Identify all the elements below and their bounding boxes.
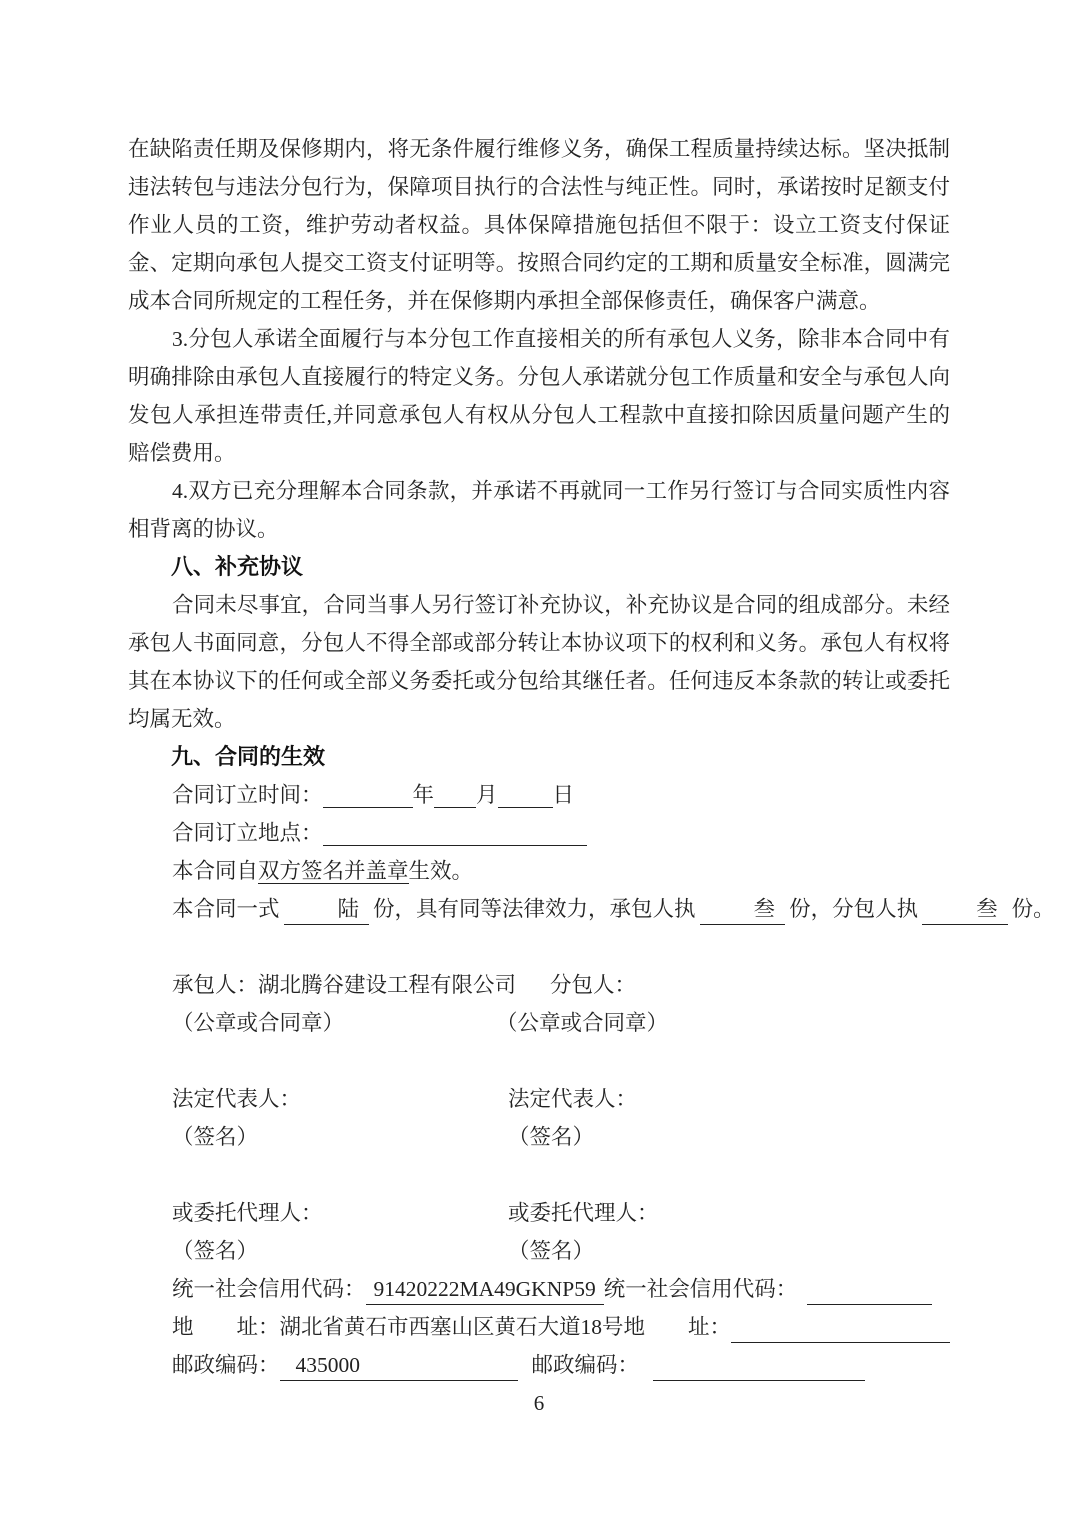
contractor-credit-code-field: 91420222MA49GKNP59: [366, 1275, 604, 1305]
subcontractor-credit-code-field: [807, 1278, 932, 1305]
subcontractor-copies-field: 叁: [922, 895, 1008, 925]
agent-sign-note-line: [128, 1232, 950, 1270]
day-suffix: 日: [552, 783, 575, 807]
subcontractor-postcode-field: [653, 1354, 865, 1381]
contractor-party: [172, 973, 516, 997]
subcontractor-seal-note: （公章或合同章）: [496, 1011, 669, 1035]
effective-clause-line: [128, 852, 950, 890]
subcontractor-credit-code-label: 统一社会信用代码：: [603, 1277, 798, 1301]
contract-day-blank-field: [498, 781, 553, 808]
legal-rep-sign-note-line: [128, 1118, 950, 1156]
contractor-copies-field: 叁: [700, 895, 786, 925]
contractor-sign-note: （签名）: [172, 1125, 259, 1149]
credit-code-line: [128, 1270, 950, 1308]
legal-rep-line: [128, 1080, 950, 1118]
contractor-address-label: 地 址：: [172, 1315, 280, 1339]
contractor-postcode-label: 邮政编码：: [172, 1353, 280, 1377]
spacer: [128, 928, 950, 966]
subcontractor-agent-label: 或委托代理人：: [508, 1201, 659, 1225]
section-9-heading: 九、合同的生效: [171, 744, 326, 769]
contractor-agent-sign-note: （签名）: [172, 1239, 259, 1263]
subcontractor-sign-note: （签名）: [508, 1125, 595, 1149]
contract-place-blank-field: [323, 819, 587, 846]
subcontractor-address-field: [731, 1316, 950, 1343]
address-line: [128, 1308, 950, 1346]
month-suffix: 月: [476, 783, 498, 807]
contractor-postcode-field: 435000: [280, 1351, 518, 1381]
effective-prefix: 本合同自: [172, 859, 259, 883]
subcontractor-address-label: 地 址：: [623, 1315, 732, 1339]
copies-mid2: 份，分包人执: [789, 897, 919, 921]
seal-note-line: [128, 1004, 950, 1042]
contractor-company-name: 湖北腾谷建设工程有限公司: [258, 973, 517, 997]
subcontractor-postcode-label: 邮政编码：: [531, 1353, 640, 1377]
contractor-address-value: 湖北省黄石市西塞山区黄石大道18号: [279, 1315, 624, 1339]
section-8-heading: 八、补充协议: [171, 554, 304, 579]
agent-line: [128, 1194, 950, 1232]
contract-year-blank-field: [323, 781, 413, 808]
year-suffix: 年: [412, 783, 435, 807]
contractor-agent-label: 或委托代理人：: [172, 1201, 323, 1225]
contract-place-line: [128, 814, 950, 852]
warranty-continuation-paragraph: 在缺陷责任期及保修期内，将无条件履行维修义务，确保工程质量持续达标。坚决抵制违法转包与违法分包行为，保障项目执行的合法性与纯正性。同时，承诺按时足额支付作业人员的工资，维护劳动者权益。具体保障措施包括但不限于：设立工资支付保证金、定期向承包人提交工资支付证明等。按照合同约定的工期和质量安全标准，圆满完成本合同所规定的工程任务，并在保修期内承担全部保修责任，确保客户满意。: [128, 137, 950, 313]
contract-month-blank-field: [434, 781, 476, 808]
section-8-paragraph: 合同未尽事宜，合同当事人另行签订补充协议，补充协议是合同的组成部分。未经承包人书面同意，分包人不得全部或部分转让本协议项下的权利和义务。承包人有权将其在本协议下的任何或全部义务委托或分包给其继任者。任何违反本条款的转让或委托均属无效。: [128, 593, 950, 731]
subcontractor-label: 分包人：: [550, 973, 637, 997]
contract-date-line: [128, 776, 950, 814]
copies-suffix: 份。: [1011, 897, 1055, 921]
copies-clause-line: [128, 890, 1055, 928]
total-copies-field: 陆: [284, 895, 370, 925]
copies-prefix: 本合同一式: [172, 897, 280, 921]
contract-place-label: 合同订立地点：: [172, 821, 323, 845]
contract-date-label: 合同订立时间：: [172, 783, 323, 807]
contractor-legal-rep-label: 法定代表人：: [172, 1087, 302, 1111]
parties-line: [128, 966, 950, 1004]
spacer: [128, 1156, 950, 1194]
effective-suffix: 生效。: [408, 859, 474, 883]
effective-condition-underlined: 双方签名并盖章: [258, 859, 409, 883]
page-content: [128, 130, 1055, 1422]
postcode-line: [128, 1346, 950, 1384]
contractor-label: 承包人：: [172, 973, 259, 997]
spacer: [128, 1042, 950, 1080]
clause-3-paragraph: 3.分包人承诺全面履行与本分包工作直接相关的所有承包人义务，除非本合同中有明确排除由承包人直接履行的特定义务。分包人承诺就分包工作质量和安全与承包人向发包人承担连带责任,并同意承包人有权从分包人工程款中直接扣除因质量问题产生的赔偿费用。: [128, 327, 950, 465]
contractor-seal-note: （公章或合同章）: [172, 1011, 345, 1035]
subcontractor-legal-rep-label: 法定代表人：: [508, 1087, 638, 1111]
page-number: 6: [533, 1391, 545, 1415]
contractor-credit-code-label: 统一社会信用代码：: [172, 1277, 366, 1301]
copies-mid1: 份，具有同等法律效力，承包人执: [373, 897, 696, 921]
subcontractor-agent-sign-note: （签名）: [508, 1239, 595, 1263]
clause-4-paragraph: 4.双方已充分理解本合同条款，并承诺不再就同一工作另行签订与合同实质性内容相背离的协议。: [128, 479, 950, 541]
